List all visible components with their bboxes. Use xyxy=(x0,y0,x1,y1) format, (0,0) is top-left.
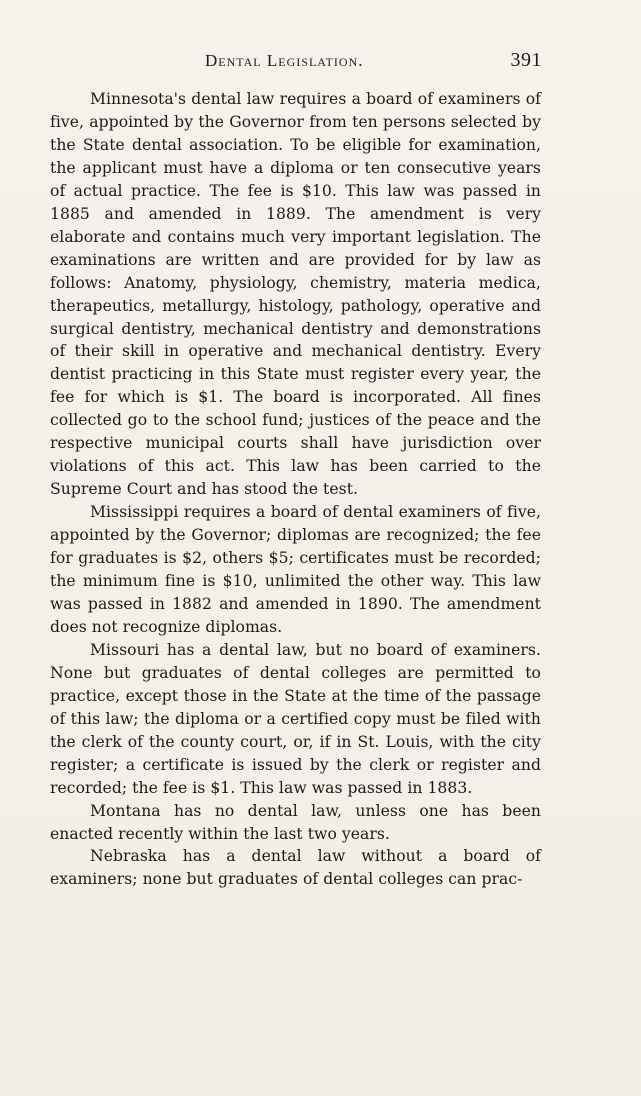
paragraph-mississippi: Mississippi requires a board of dental examiners of five, appointed by the Governor; diplomas are recognized; the fee for graduates is $2, others $5; certificates must be recorded; the minimum fine is $10, unlimited the other way. This law was passed in 1882 and amended in 1890. The amendment does not recognize diplomas. xyxy=(50,503,541,636)
page-number: 391 xyxy=(510,49,542,71)
paragraph-minnesota: Minnesota's dental law requires a board of examiners of five, appointed by the Governor from ten persons selected by the State dental association. To be eligible for examination, the applicant must have a diploma or ten consecutive years of actual practice. The fee is $10. This law was passed in 1885 and amended in 1889. The amendment is very elaborate and contains much very important legislation. The examinations are written and are provided for by law as follows: Anatomy, physiology, chemistry, materia medica, therapeutics, metallurgy, histology, pathology, operative and surgical dentistry, mechanical dentistry and demonstrations of their skill in operative and mechanical dentistry. Every dentist practicing in this State must register every year, the fee for which is $1. The board is incorporated. All fines collected go to the school fund; justices of the peace and the respective municipal courts shall have jurisdiction over violations of this act. This law has been carried to the Supreme Court and has stood the test. xyxy=(50,90,541,499)
running-header xyxy=(50,49,542,77)
paragraph-montana: Montana has no dental law, unless one has been enacted recently within the last two years. xyxy=(50,801,541,843)
body-text xyxy=(50,88,541,891)
paragraph-nebraska: Nebraska has a dental law without a board of examiners; none but graduates of dental colleges can prac- xyxy=(50,847,541,889)
paragraph-missouri: Missouri has a dental law, but no board of examiners. None but graduates of dental colleges are permitted to practice, except those in the State at the time of the passage of this law; the diploma or a certified copy must be filed with the clerk of the county court, or, if in St. Louis, with the city register; a certificate is issued by the clerk or register and recorded; the fee is $1. This law was passed in 1883. xyxy=(50,640,541,797)
running-title: Dental Legislation. xyxy=(205,51,364,70)
